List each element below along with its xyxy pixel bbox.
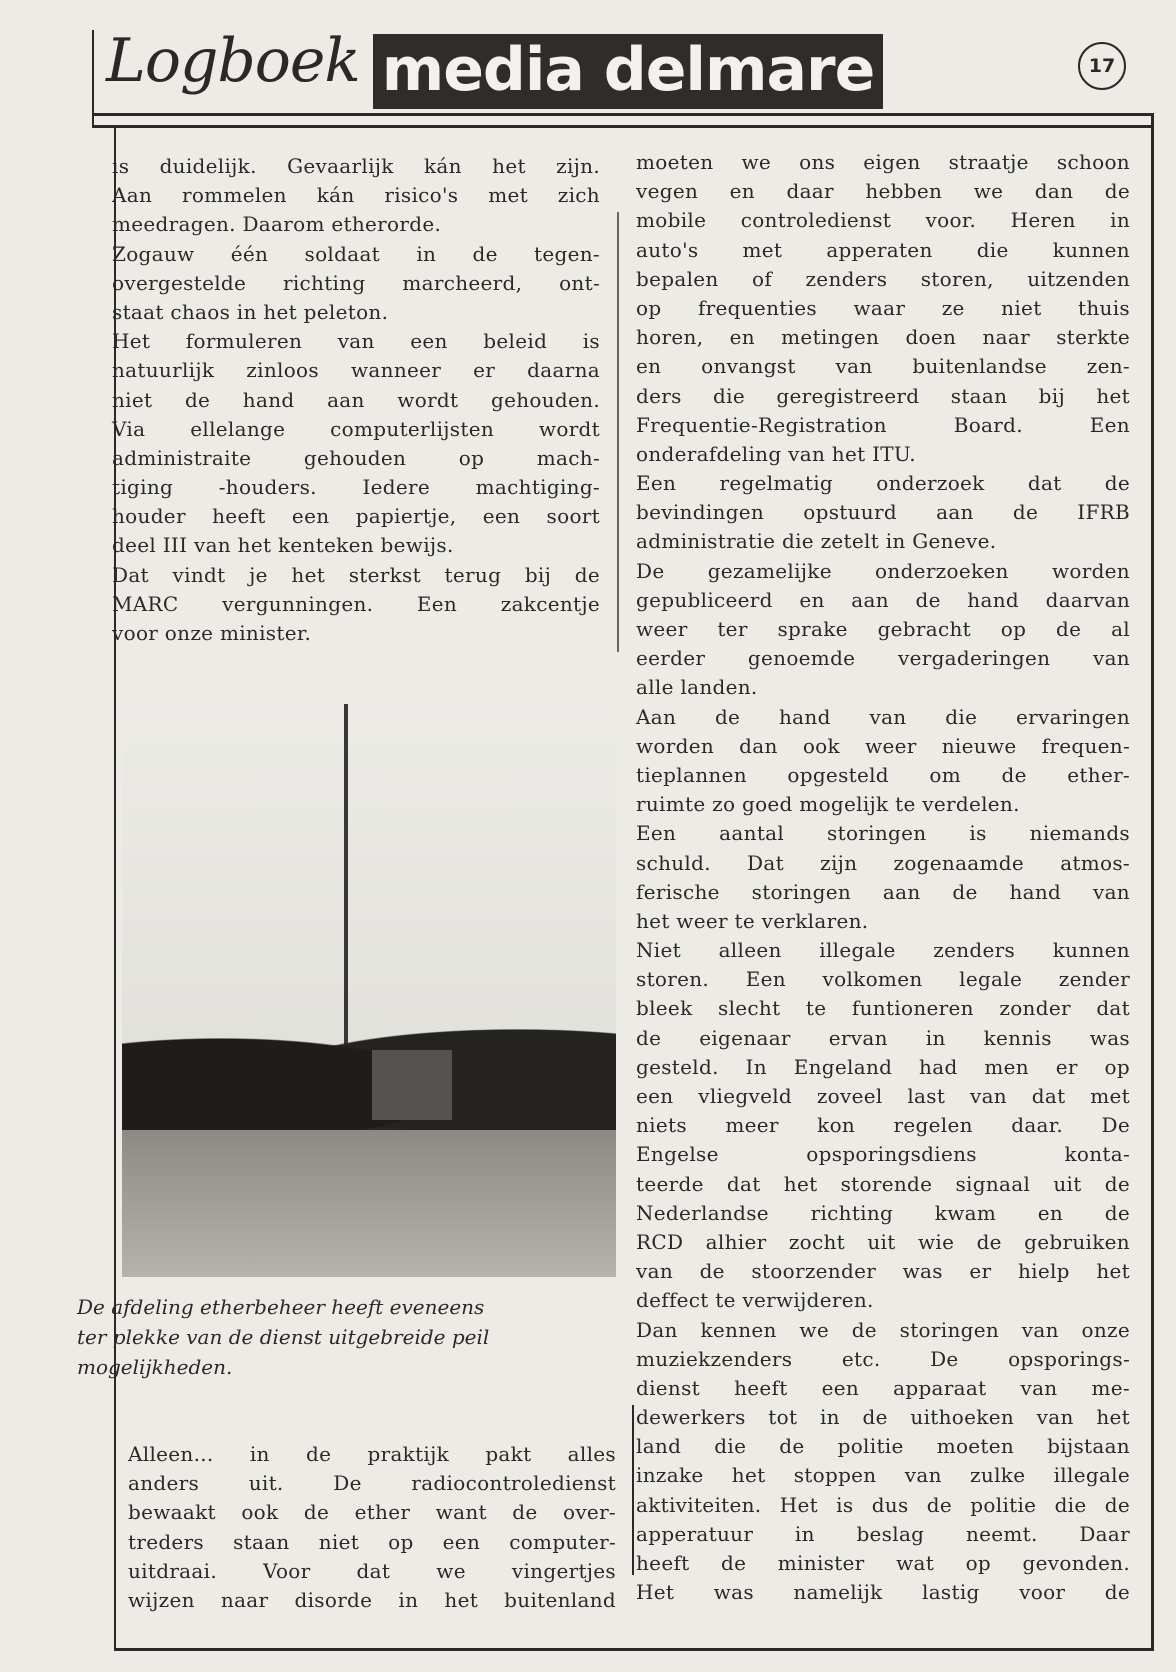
text-line: Een regelmatig onderzoek dat de	[636, 471, 1130, 496]
text-line: ferische storingen aan de hand van	[636, 879, 1130, 904]
text-line: Alleen... in de praktijk pakt alles	[128, 1442, 616, 1466]
text-line: worden dan ook weer nieuwe frequen-	[636, 733, 1130, 758]
text-line: Dan kennen we de storingen van onze	[636, 1317, 1130, 1342]
photo-caption	[77, 1292, 597, 1382]
text-line: Nederlandse richting kwam en de	[636, 1200, 1130, 1225]
text-line: gepubliceerd en aan de hand daarvan	[636, 587, 1130, 612]
text-line: voor onze minister.	[112, 621, 312, 645]
text-line: administraite gehouden op mach-	[112, 445, 600, 470]
photo-building	[372, 1050, 452, 1120]
text-line: Via ellelange computerlijsten wordt	[112, 416, 600, 441]
frame-bottom-rule	[114, 1648, 1154, 1651]
left-bottom-text	[128, 1440, 616, 1615]
text-line: tiging -houders. Iedere machtiging-	[112, 475, 600, 500]
text-line: deel III van het kenteken bewijs.	[112, 533, 454, 558]
right-column-text	[636, 148, 1130, 1607]
text-line: Dat vindt je het sterkst terug bij de	[112, 562, 600, 587]
text-line: aktiviteiten. Het is dus de politie die de	[636, 1492, 1130, 1517]
page-number: 17	[1078, 42, 1126, 90]
text-line: anders uit. De radiocontroledienst	[128, 1471, 616, 1496]
text-line: tieplannen opgesteld om de ether-	[636, 762, 1130, 787]
text-line: de eigenaar ervan in kennis was	[636, 1025, 1130, 1050]
text-line: bleek slecht te funtioneren zonder dat	[636, 996, 1130, 1021]
text-line: staat chaos in het peleton.	[112, 299, 389, 324]
text-line: Frequentie-Registration Board. Een	[636, 412, 1130, 437]
transmitter-mast-photo	[122, 700, 616, 1277]
text-line: moeten we ons eigen straatje schoon	[636, 150, 1130, 174]
text-line: en onvangst van buitenlandse zen-	[636, 354, 1130, 379]
text-line: vegen en daar hebben we dan de	[636, 179, 1130, 204]
text-line: ders die geregistreerd staan bij het	[636, 383, 1130, 408]
text-line: bepalen of zenders storen, uitzenden	[636, 266, 1130, 291]
text-line: De gezamelijke onderzoeken worden	[636, 558, 1130, 583]
text-line: dienst heeft een apparaat van me-	[636, 1375, 1130, 1400]
frame-top-rule-inner	[92, 125, 1154, 128]
column-divider-bottom	[632, 1405, 634, 1575]
photo-trees	[122, 1000, 616, 1150]
text-line: niets meer kon regelen daar. De	[636, 1113, 1130, 1138]
text-line: MARC vergunningen. Een zakcentje	[112, 591, 600, 616]
caption-line: De afdeling etherbeheer heeft eveneens	[77, 1295, 485, 1319]
text-line: administratie die zetelt in Geneve.	[636, 529, 997, 554]
text-line: het weer te verklaren.	[636, 908, 869, 933]
text-line: weer ter sprake gebracht op de al	[636, 617, 1130, 641]
caption-line: ter plekke van de dienst uitgebreide peil	[77, 1325, 490, 1349]
text-line: uitdraai. Voor dat we vingertjes	[128, 1558, 616, 1583]
text-line: land die de politie moeten bijstaan	[636, 1434, 1130, 1459]
text-line: houder heeft een papiertje, een soort	[112, 504, 600, 529]
text-line: horen, en metingen doen naar sterkte	[636, 325, 1130, 350]
text-line: niet de hand aan wordt gehouden.	[112, 387, 600, 412]
text-line: teerde dat het storende signaal uit de	[636, 1171, 1130, 1196]
text-line: Aan rommelen kán risico's met zich	[112, 183, 600, 208]
left-column-text	[112, 152, 600, 648]
text-line: Zogauw één soldaat in de tegen-	[112, 241, 600, 266]
frame-top-rule	[92, 113, 1154, 116]
logboek-script-title: Logboek	[106, 26, 360, 96]
text-line: Het formuleren van een beleid is	[112, 329, 600, 354]
masthead-logo	[373, 34, 883, 109]
text-line: onderafdeling van het ITU.	[636, 441, 916, 466]
text-line: meedragen. Daarom etherorde.	[112, 212, 442, 237]
text-line: is duidelijk. Gevaarlijk kán het zijn.	[112, 154, 600, 178]
text-line: Een aantal storingen is niemands	[636, 821, 1130, 846]
text-line: bevindingen opstuurd aan de IFRB	[636, 500, 1130, 525]
text-line: bewaakt ook de ether want de over-	[128, 1500, 616, 1525]
text-line: overgestelde richting marcheerd, ont-	[112, 270, 600, 295]
text-line: ruimte zo goed mogelijk te verdelen.	[636, 792, 1020, 817]
photo-grass	[122, 1130, 616, 1277]
caption-line: mogelijkheden.	[77, 1355, 233, 1379]
text-line: van de stoorzender was er hielp het	[636, 1259, 1130, 1284]
text-line: dewerkers tot in de uithoeken van het	[636, 1405, 1130, 1430]
text-line: wijzen naar disorde in het buitenland	[128, 1587, 616, 1612]
text-line: natuurlijk zinloos wanneer er daarna	[112, 358, 600, 383]
text-line: treders staan niet op een computer-	[128, 1529, 616, 1554]
text-line: muziekzenders etc. De opsporings-	[636, 1346, 1130, 1371]
column-divider-top	[617, 212, 619, 652]
text-line: schuld. Dat zijn zogenaamde atmos-	[636, 850, 1130, 875]
text-line: heeft de minister wat op gevonden.	[636, 1551, 1130, 1575]
text-line: storen. Een volkomen legale zender	[636, 967, 1130, 992]
text-line: een vliegveld zoveel last van dat met	[636, 1084, 1130, 1108]
text-line: eerder genoemde vergaderingen van	[636, 646, 1130, 671]
frame-right-rule	[1151, 113, 1154, 1651]
text-line: auto's met apperaten die kunnen	[636, 237, 1130, 262]
text-line: Het was namelijk lastig voor de	[636, 1580, 1130, 1605]
text-line: Aan de hand van die ervaringen	[636, 704, 1130, 729]
text-line: Engelse opsporingsdiens konta-	[636, 1142, 1130, 1167]
text-line: gesteld. In Engeland had men er op	[636, 1054, 1130, 1079]
text-line: apperatuur in beslag neemt. Daar	[636, 1521, 1130, 1546]
text-line: RCD alhier zocht uit wie de gebruiken	[636, 1229, 1130, 1254]
text-line: Niet alleen illegale zenders kunnen	[636, 938, 1130, 963]
text-line: deffect te verwijderen.	[636, 1288, 874, 1313]
masthead-text: media delmare	[381, 34, 875, 105]
text-line: inzake het stoppen van zulke illegale	[636, 1463, 1130, 1488]
text-line: op frequenties waar ze niet thuis	[636, 295, 1130, 320]
text-line: mobile controledienst voor. Heren in	[636, 208, 1130, 233]
text-line: alle landen.	[636, 675, 758, 700]
